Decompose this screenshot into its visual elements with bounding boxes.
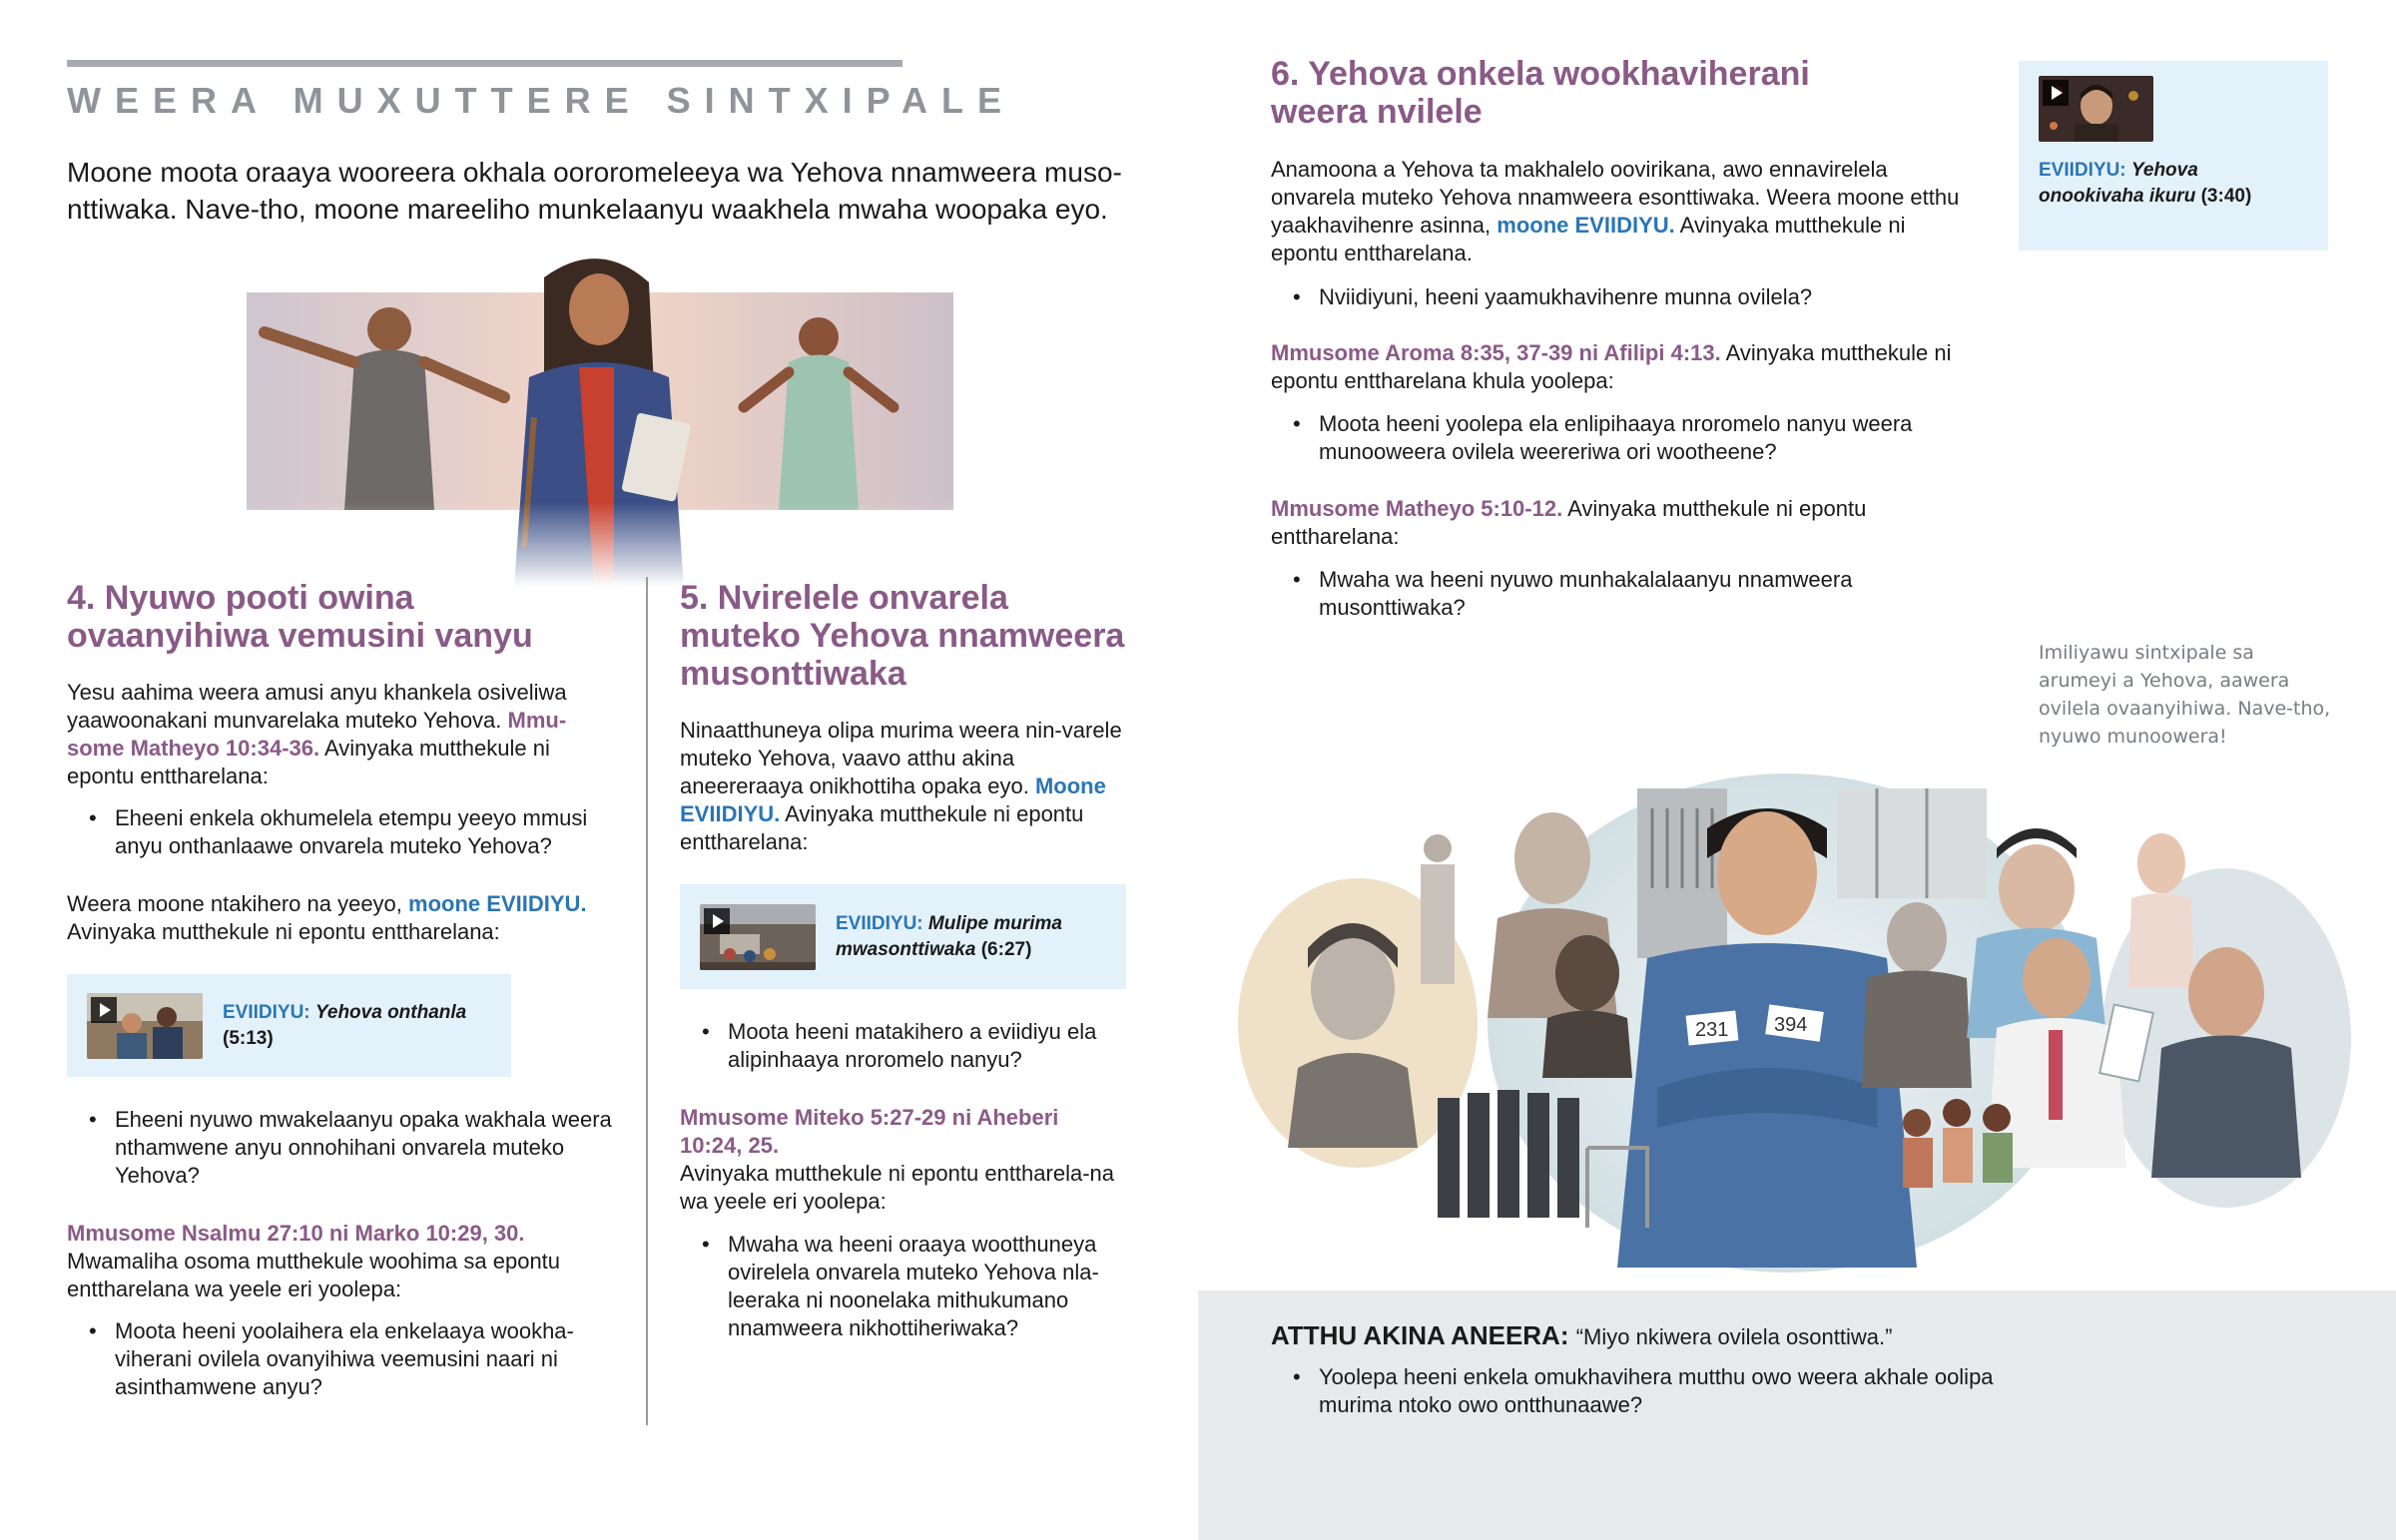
section-5-paragraph-2: Mmusome Miteko 5:27-29 ni Aheberi 10:24, 25. Avinyaka mutthekule ni epontu enttharela-na wa yeele eri yoolepa: <box>680 1104 1124 1216</box>
seated-group <box>1903 1099 2013 1188</box>
section-6-paragraph-2: Mmusome Aroma 8:35, 37-39 ni Afilipi 4:13. Avinyaka mutthekule ni epontu enttharelana khula yoolepa: <box>1271 340 1952 393</box>
section-4-paragraph-1: Yesu aahima weera amusi anyu khankela osiveliwa yaawoonakani munvarelaka muteko Yehova. Mmu-some Matheyo 10:34-36. Avinyaka mutthekule ni epontu enttharelana: <box>67 680 567 788</box>
video-box-yehova-onookivaha[interactable] <box>2019 61 2328 251</box>
other-people-say-statement <box>1271 1317 2349 1355</box>
window-scene <box>1837 788 1987 898</box>
prisoner-badge-right: 394 <box>1774 1014 1808 1036</box>
section-5-heading: 5. Nvirelele onvarela muteko Yehova nnamweera musonttiwaka <box>680 579 1125 693</box>
section-4-paragraph-3: Mmusome Nsalmu 27:10 ni Marko 10:29, 30. Mwamaliha osoma mutthekule woohima sa epontu enttharelana wa yeele eri yoolepa: <box>67 1220 626 1303</box>
group-of-prisoners <box>1438 1090 1579 1218</box>
scripture-link-matheyo-5[interactable]: Mmusome Matheyo 5:10-12. <box>1271 496 1563 521</box>
man-standing-suit <box>1421 834 1455 984</box>
video-label: EVIIDIYU: Yehova onthanla (5:13) <box>223 1001 467 1049</box>
video-label: EVIIDIYU: Mulipe murima mwasonttiwaka (6:27) <box>836 912 1062 960</box>
girl-portrait <box>2128 833 2194 988</box>
section-4-paragraph-2: Weera moone ntakihero na yeeyo, moone EVIIDIYU. Avinyaka mutthekule ni epontu enttharelana: <box>67 891 587 944</box>
section-6-paragraph-1: Anamoona a Yehova ta makhalelo oovirikana, awo ennavirelela onvarela muteko Yehova nnamweera esonttiwaka. Weera moone etthu yaakhavihenre asinna, moone EVIIDIYU. Avinyaka mutthekule ni epontu enttharelana. <box>1271 157 1960 265</box>
panel-bullet-list <box>1271 1363 2070 1419</box>
section-6-heading: 6. Yehova onkela wookhaviherani weera nvilele <box>1271 55 1810 131</box>
section-4-heading: 4. Nyuwo pooti owina ovaanyihiwa vemusini vanyu <box>67 579 533 655</box>
video-box-yehova-onthanla[interactable] <box>67 974 511 1077</box>
list-item: • Moota heeni yoolaihera ela enkelaaya wookha-viherani ovilela ovanyihiwa veemusini naari ni asinthamwene anyu? <box>67 1317 626 1401</box>
section-6-bullet-list-3 <box>1271 566 1970 622</box>
list-item: • Eheeni enkela okhumelela etempu yeeyo mmusi anyu onthanlaawe onvarela muteko Yehova? <box>67 804 626 860</box>
list-item: • Moota heeni yoolepa ela enlipihaaya nroromelo nanyu weera munooweera ovilela weereriwa ori wootheene? <box>1271 410 1970 466</box>
list-item: • Yoolepa heeni enkela omukhavihera mutthu owo weera akhale oolipa murima ntoko owo ontthunaawe? <box>1271 1363 2070 1419</box>
panel-label: ATTHU AKINA ANEERA: <box>1271 1320 1569 1350</box>
section-4-bullet-list-3 <box>67 1317 626 1401</box>
scripture-link-nsalmu-27[interactable]: Mmusome Nsalmu 27:10 ni Marko 10:29, 30. <box>67 1221 525 1246</box>
section-5-bullet-list-1 <box>680 1018 1119 1074</box>
video-thumbnail[interactable] <box>700 904 816 970</box>
intro-paragraph: Moone moota oraaya wooreera okhala oororomeleeya wa Yehova nnamweera muso-nttiwaka. Nave-tho, moone mareeliho munkelaanyu waakhela mwaha woopaka eyo. <box>67 157 1122 225</box>
list-item: • Mwaha wa heeni oraaya wootthuneya ovirelela onvarela muteko Yehova nla-leeraka ni noonelaka mithukumano nnamweera nikhottiheriwaka? <box>680 1231 1124 1342</box>
section-6-bullet-list-1 <box>1271 283 1970 311</box>
play-icon[interactable] <box>91 997 117 1023</box>
video-link[interactable]: moone EVIIDIYU. <box>408 891 587 916</box>
section-4-bullet-list-1 <box>67 804 626 860</box>
video-label: EVIIDIYU: Yehova onookivaha ikuru (3:40) <box>2039 160 2252 207</box>
video-link[interactable]: moone EVIIDIYU. <box>1497 213 1675 238</box>
list-item: • Mwaha wa heeni nyuwo munhakalalaanyu nnamweera musonttiwaka? <box>1271 566 1970 622</box>
section-6-bullet-list-2 <box>1271 410 1970 466</box>
list-item: • Nviidiyuni, heeni yaamukhavihenre munna ovilela? <box>1271 283 1970 311</box>
panel-quote: “Miyo nkiwera ovilela osonttiwa.” <box>1575 1324 1893 1349</box>
column-divider <box>646 577 648 1425</box>
prison-door <box>1637 788 1727 958</box>
scripture-link-aroma-8[interactable]: Mmusome Aroma 8:35, 37-39 ni Afilipi 4:13. <box>1271 340 1721 365</box>
scripture-link-matheyo-10[interactable]: Mmu-some Matheyo 10:34-36. <box>67 708 567 761</box>
section-4-bullet-list-2 <box>67 1106 626 1190</box>
page-kicker: WEERA MUXUTTERE SINTXIPALE <box>67 80 1016 121</box>
header-rule <box>67 60 902 67</box>
list-item: • Moota heeni matakihero a eviidiyu ela alipinhaaya nroromelo nanyu? <box>680 1018 1119 1074</box>
family-opposition-illustration <box>245 248 955 587</box>
video-thumbnail[interactable] <box>87 993 203 1059</box>
faithful-witnesses-illustration <box>1228 769 2356 1278</box>
section-6-paragraph-3: Mmusome Matheyo 5:10-12. Avinyaka mutthekule ni epontu enttharelana: <box>1271 496 1867 549</box>
list-item: • Eheeni nyuwo mwakelaanyu opaka wakhala weera nthamwene anyu onnohihani onvarela muteko Yehova? <box>67 1106 626 1190</box>
section-5-bullet-list-2 <box>680 1231 1124 1342</box>
play-icon[interactable] <box>704 908 730 934</box>
play-icon[interactable] <box>2043 80 2069 106</box>
video-link[interactable]: Moone EVIIDIYU. <box>680 773 1106 826</box>
prisoner-badge-left: 231 <box>1695 1019 1729 1041</box>
illustration-caption: Imiliyawu sintxipale sa arumeyi a Yehova, aawera ovilela ovaanyihiwa. Nave-tho, nyuwo munoowera! <box>2039 642 2331 748</box>
video-thumbnail[interactable] <box>2039 76 2153 142</box>
video-box-mulipe-murima[interactable] <box>680 884 1126 989</box>
scripture-link-miteko-5[interactable]: Mmusome Miteko 5:27-29 ni Aheberi 10:24, 25. <box>680 1105 1059 1158</box>
section-5-paragraph-1: Ninaatthuneya olipa murima weera nin-varele muteko Yehova, vaavo atthu akina aneereraaya onikhottiha opaka eyo. Moone EVIIDIYU. Avinyaka mutthekule ni epontu enttharelana: <box>680 718 1122 854</box>
